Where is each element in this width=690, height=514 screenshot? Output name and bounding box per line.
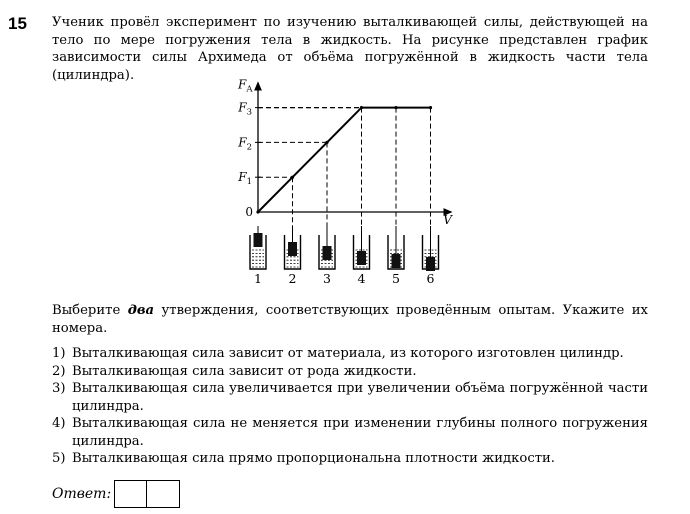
option-text: Выталкивающая сила увеличивается при увеличении объёма погружённой части цилиндра. <box>72 381 648 414</box>
option-number: 2) <box>52 363 66 379</box>
cylinder <box>288 242 297 256</box>
options-list <box>52 345 648 468</box>
cylinder <box>323 246 332 260</box>
data-point-5 <box>394 106 397 109</box>
data-point-2 <box>291 176 294 179</box>
task-question <box>52 302 648 337</box>
cylinder <box>392 254 401 268</box>
data-point-6 <box>429 106 432 109</box>
task-number: 15 <box>8 14 27 33</box>
experiment-label-5: 5 <box>392 271 400 286</box>
cylinder <box>426 257 435 271</box>
y-tick-label-1: $F_1$ <box>238 170 252 188</box>
y-axis-label: $F_A$ <box>238 77 253 95</box>
option-3 <box>52 380 648 415</box>
option-text: Выталкивающая сила зависит от рода жидкости. <box>72 363 417 379</box>
option-4 <box>52 415 648 450</box>
option-2 <box>52 363 648 381</box>
answer-label: Ответ: <box>52 486 112 502</box>
cylinder <box>357 251 366 265</box>
question-text-start: Выберите <box>52 303 128 318</box>
question-emphasis: два <box>127 303 155 318</box>
answer-row <box>52 480 180 508</box>
beaker-5 <box>388 226 404 269</box>
option-text: Выталкивающая сила не меняется при изменении глубины полного погружения цилиндра. <box>72 416 648 449</box>
question-text-end: утверждения, соответствующих проведённым опытам. Укажите их номера. <box>52 303 648 336</box>
option-1 <box>52 345 648 363</box>
x-axis-label: V <box>443 213 452 227</box>
option-number: 3) <box>52 381 66 396</box>
answer-cell-2[interactable] <box>147 480 180 508</box>
beaker-6 <box>423 226 439 271</box>
experiment-label-4: 4 <box>357 271 366 286</box>
option-text: Выталкивающая сила зависит от материала, из которого изготовлен цилиндр. <box>72 346 624 361</box>
option-5 <box>52 450 648 468</box>
option-number: 1) <box>52 346 66 361</box>
option-number: 5) <box>52 451 66 466</box>
experiment-label-2: 2 <box>288 271 297 286</box>
data-point-4 <box>360 106 363 109</box>
experiment-label-6: 6 <box>426 271 435 286</box>
option-text: Выталкивающая сила прямо пропорциональна плотности жидкости. <box>72 451 555 466</box>
data-point-1 <box>256 210 259 213</box>
experiment-label-1: 1 <box>254 271 262 286</box>
beaker-3 <box>319 226 335 269</box>
answer-cell-1[interactable] <box>114 480 147 508</box>
force-line <box>258 108 431 212</box>
y-tick-label-3: $F_3$ <box>238 100 252 118</box>
option-number: 4) <box>52 416 66 431</box>
data-point-3 <box>325 141 328 144</box>
beaker-2 <box>285 226 301 269</box>
y-tick-label-2: $F_2$ <box>238 135 252 153</box>
task-intro: Ученик провёл эксперимент по изучению выталкивающей силы, действующей на тело по мере погружения тела в жидкость. На рисунке представлен график зависимости силы Архимеда от объёма погружённой в жидкость части тела (цилиндра). <box>52 15 648 83</box>
beaker-1 <box>250 226 266 269</box>
origin-label: 0 <box>245 205 253 219</box>
beaker-4 <box>354 226 370 269</box>
cylinder <box>254 233 263 247</box>
experiment-label-3: 3 <box>323 271 331 286</box>
